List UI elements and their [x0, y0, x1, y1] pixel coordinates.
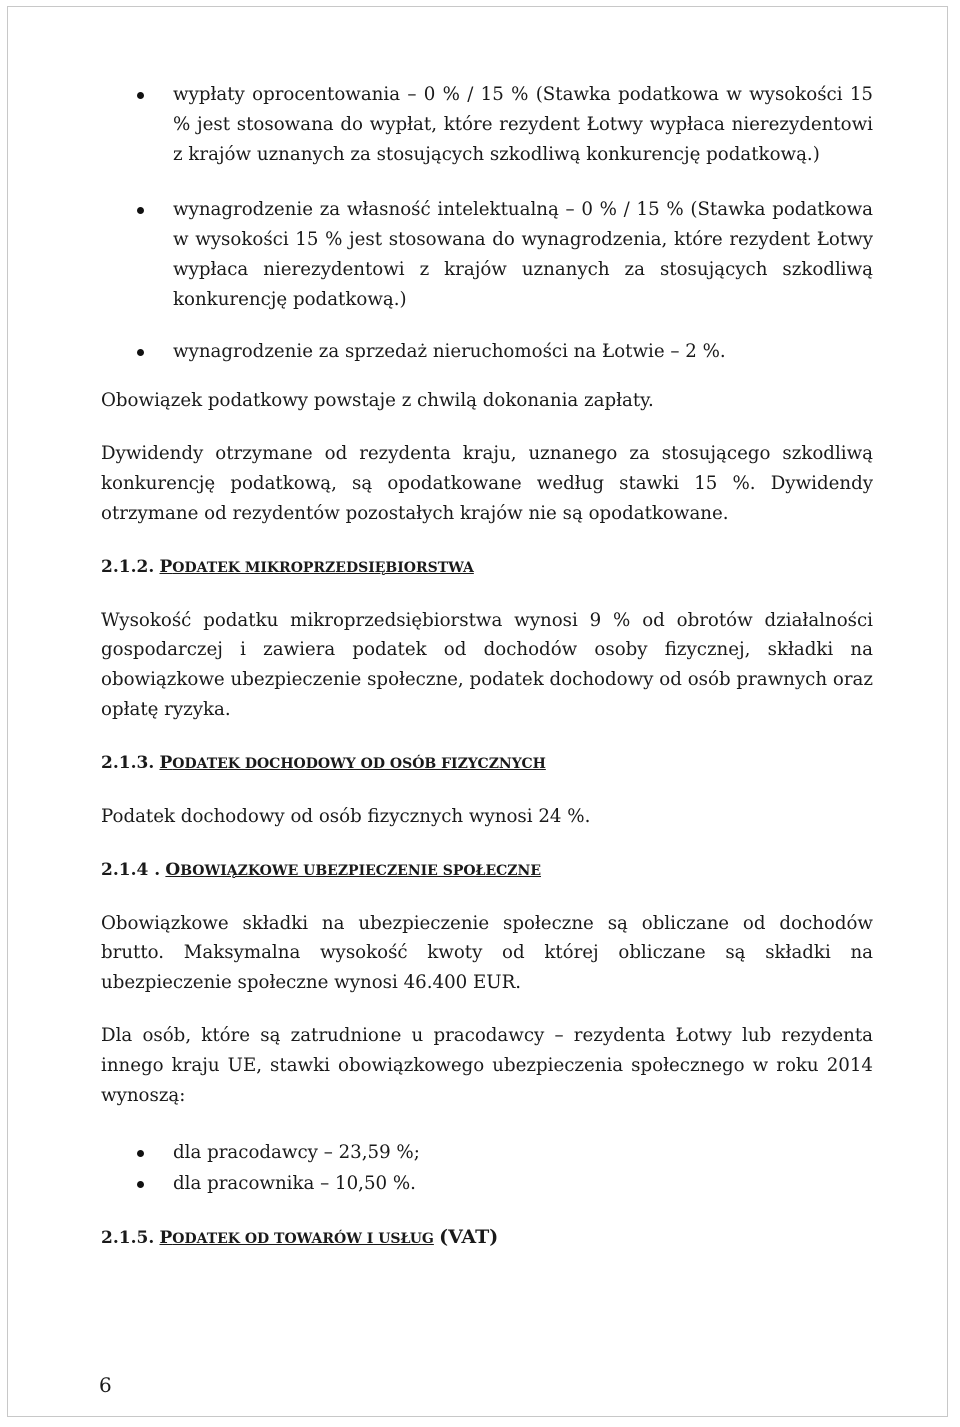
section-heading-2-1-2 — [101, 552, 873, 583]
section-title-initial: P — [159, 1228, 173, 1249]
section-title-initial: P — [159, 556, 173, 577]
paragraph-skladki: Obowiązkowe składki na ubezpieczenie społeczne są obliczane od dochodów brutto. Maksymalna wysokość kwoty od której obliczane są składki na ubezpieczenie społeczne wynosi 46.400 EUR. — [101, 912, 873, 994]
list-item: wynagrodzenie za własność intelektualną – 0 % / 15 % (Stawka podatkowa w wysokości 15 % jest stosowana do wynagrodzenia, które rezydent Łotwy wypłaca nierezydentowi z krajów uznanych za stosujących szkodliwą konkurencję podatkową.) — [101, 195, 873, 314]
list-item: dla pracownika – 10,50 %. — [101, 1169, 873, 1200]
section-number: 2.1.4 . — [101, 859, 161, 880]
section-heading-2-1-5 — [101, 1222, 873, 1254]
tax-rate-list — [101, 80, 873, 366]
section-title: ODATEK DOCHODOWY OD OSÓB FIZYCZNYCH — [172, 755, 546, 772]
paragraph-obowiazek: Obowiązek podatkowy powstaje z chwilą dokonania zapłaty. — [101, 390, 654, 412]
section-title: ODATEK MIKROPRZEDSIĘBIORSTWA — [172, 559, 474, 576]
section-number: 2.1.5. — [101, 1228, 155, 1249]
section-title-initial: P — [159, 752, 173, 773]
list-item: dla pracodawcy – 23,59 %; — [101, 1138, 873, 1169]
section-title: ODATEK OD TOWARÓW I USŁUG — [172, 1231, 434, 1248]
contribution-rate-list — [101, 1138, 873, 1199]
document-body — [101, 80, 873, 1254]
section-number: 2.1.2. — [101, 556, 155, 577]
page-number: 6 — [99, 1373, 112, 1397]
section-heading-2-1-3 — [101, 748, 873, 779]
section-title-initial: O — [165, 859, 181, 880]
paragraph-dywidendy: Dywidendy otrzymane od rezydenta kraju, uznanego za stosującego szkodliwą konkurencję podatkową, są opodatkowane według stawki 15 %. Dywidendy otrzymane od rezydentów pozostałych krajów nie są opodatkowane. — [101, 443, 873, 524]
section-title: BOWIĄZKOWE UBEZPIECZENIE SPOŁECZNE — [180, 862, 541, 879]
section-title-suffix: (VAT) — [439, 1226, 499, 1249]
paragraph-zatrudnione: Dla osób, które są zatrudnione u pracodawcy – rezydenta Łotwy lub rezydenta innego kraju UE, stawki obowiązkowego ubezpieczenia społecznego w roku 2014 wynoszą: — [101, 1024, 873, 1106]
section-number: 2.1.3. — [101, 752, 155, 773]
list-item: wypłaty oprocentowania – 0 % / 15 % (Stawka podatkowa w wysokości 15 % jest stosowana do wypłat, które rezydent Łotwy wypłaca nierezydentowi z krajów uznanych za stosujących szkodliwą konkurencję podatkową.) — [101, 80, 873, 169]
list-item: wynagrodzenie za sprzedaż nieruchomości na Łotwie – 2 %. — [101, 337, 873, 367]
paragraph-dochodowy: Podatek dochodowy od osób fizycznych wynosi 24 %. — [101, 805, 591, 827]
section-heading-2-1-4 — [101, 855, 873, 886]
paragraph-mikro: Wysokość podatku mikroprzedsiębiorstwa wynosi 9 % od obrotów działalności gospodarczej i zawiera podatek od dochodów osoby fizycznej, składki na obowiązkowe ubezpieczenie społeczne, podatek dochodowy od osób prawnych oraz opłatę ryzyka. — [101, 609, 873, 720]
